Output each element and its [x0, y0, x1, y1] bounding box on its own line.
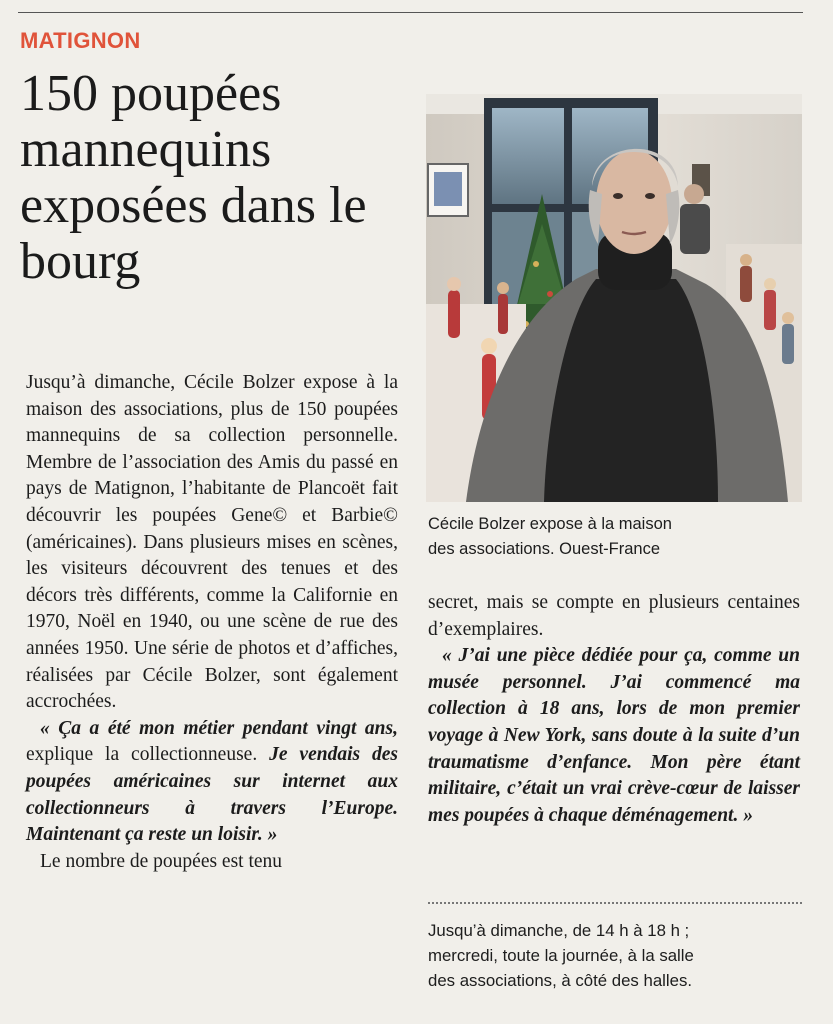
info-line: des associations, à côté des halles. [428, 971, 692, 990]
article-photo [426, 94, 802, 502]
info-line: mercredi, toute la journée, à la salle [428, 946, 694, 965]
section-label: MATIGNON [20, 28, 141, 53]
info-line: Jusqu’à dimanche, de 14 h à 18 h ; [428, 921, 690, 940]
body-paragraph: Jusqu’à dimanche, Cécile Bolzer expose à la maison des associations, plus de 150 poupées mannequins de sa collection personnelle. Membre de l’association des Amis du passé en pays de Matignon, l’habitante de Plancoët fait découvrir les poupées Gene© et Barbie© (américaines). Dans plusieurs mises en scènes, les visiteurs découvrent des tenues et des décors très différents, comme la Californie en 1970, Noël en 1940, ou une scène de rue des années 1950. Une série de photos et d’affiches, réalisées par Cécile Bolzer, sont également accrochées. [26, 372, 398, 713]
quote-paragraph [26, 716, 398, 849]
photo-illustration [426, 94, 802, 502]
body-paragraph: secret, mais se compte en plusieurs centaines d’exemplaires. [428, 592, 800, 640]
photo-caption-line: Cécile Bolzer expose à la maison [428, 515, 672, 533]
article-body-left-column [26, 370, 398, 875]
attribution-text: explique la collectionneuse. [26, 744, 270, 766]
photo-caption [428, 512, 798, 562]
quote-paragraph: « J’ai une pièce dédiée pour ça, comme un musée personnel. J’ai commencé ma collection à 18 ans, lors de mon premier voyage à New York, sans doute à la suite d’un traumatisme d’enfance. Mon père étant militaire, c’était un vrai crève-cœur de laisser mes poupées à chaque déménagement. » [428, 645, 800, 826]
quote-text: « Ça a été mon métier pendant vingt ans, [40, 717, 398, 739]
article-body-right-column [428, 590, 800, 829]
practical-info [428, 918, 800, 993]
top-rule [18, 12, 803, 13]
photo-caption-line: des associations. Ouest-France [428, 540, 661, 558]
info-divider [428, 902, 802, 904]
body-paragraph: Le nombre de poupées est tenu [40, 850, 283, 872]
article-headline: 150 poupées mannequins exposées dans le bourg [20, 65, 367, 290]
quote-text: Je vendais des poupées américaines sur internet aux collectionneurs à travers l’Europe. Maintenant ça reste un loisir. » [26, 744, 398, 846]
